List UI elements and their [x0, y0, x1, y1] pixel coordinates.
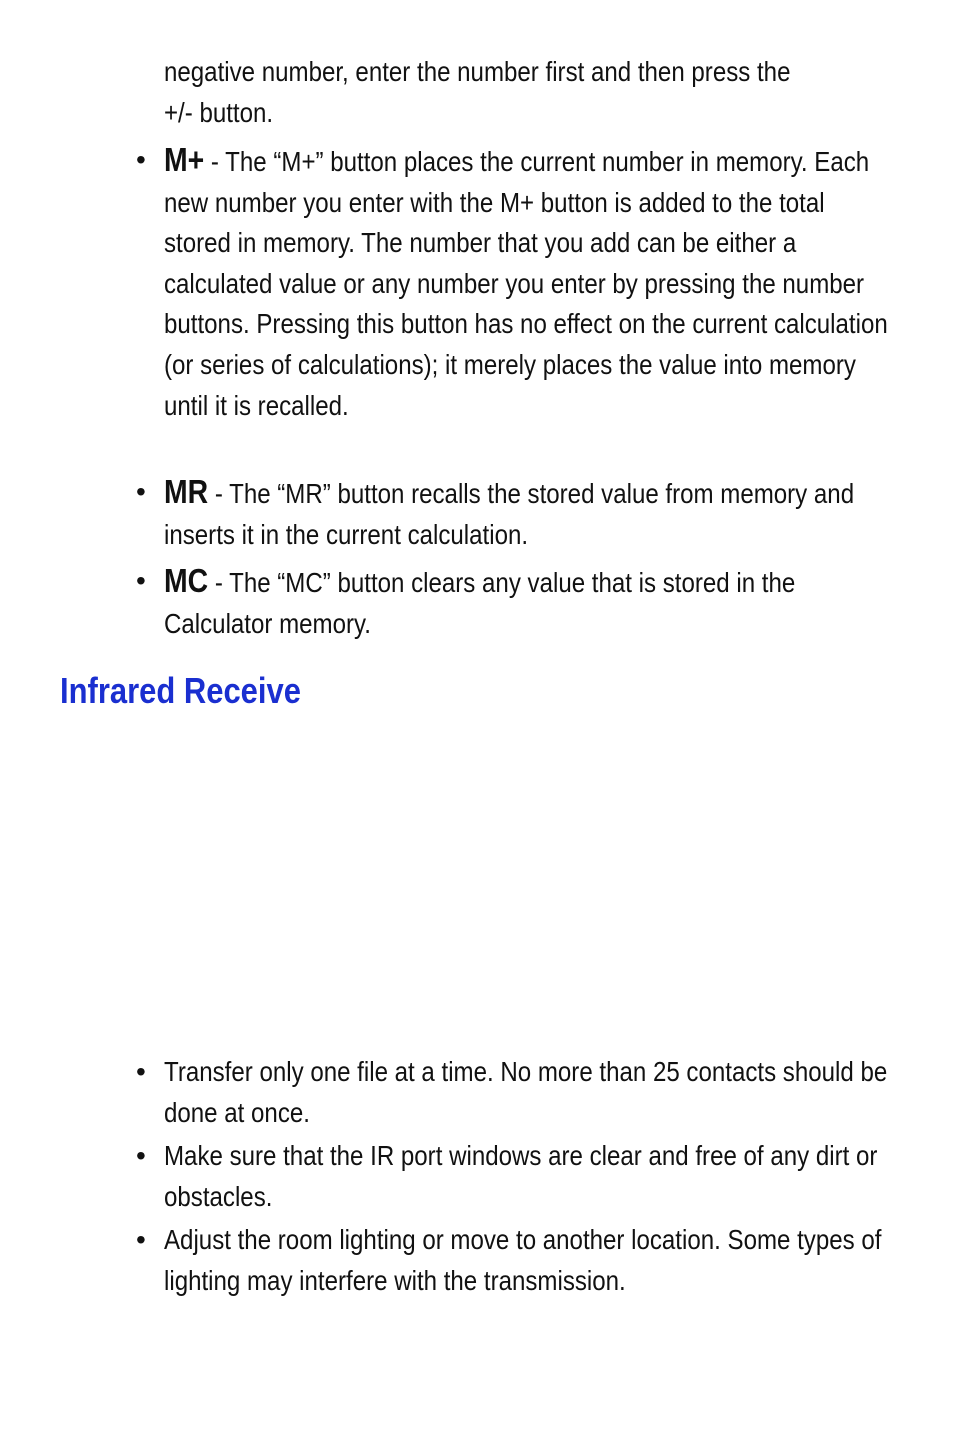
- description-mplus: - The “M+” button places the current number in memory. Each new number you enter with the M+ button is added to the total stored in memory. The number that you add can be either a calculated value or any number you enter by pressing the number buttons. Pressing this button has no effect on the current calculation (or series of calculations); it merely places the value into memory until it is recalled.: [164, 146, 888, 421]
- term-mc: MC: [164, 562, 209, 599]
- tip-text-2: Make sure that the IR port windows are clear and free of any dirt or obstacles.: [164, 1140, 878, 1212]
- tip-item-1: [136, 1052, 894, 1133]
- bullet-mark: •: [136, 1056, 146, 1087]
- bullet-mark: •: [136, 1224, 146, 1255]
- section-heading-infrared-receive: Infrared Receive: [60, 670, 301, 711]
- bullet-mark: •: [136, 1140, 146, 1171]
- tip-item-3: [136, 1220, 894, 1301]
- term-mplus: M+: [164, 141, 205, 178]
- bullet-mark: •: [136, 565, 146, 596]
- memory-button-item-mr: [136, 472, 894, 555]
- memory-button-item-mc: [136, 561, 894, 644]
- description-mr: - The “MR” button recalls the stored value from memory and inserts it in the current calculation.: [164, 478, 855, 550]
- term-mr: MR: [164, 473, 209, 510]
- description-mc: - The “MC” button clears any value that is stored in the Calculator memory.: [164, 567, 796, 639]
- bullet-mark: •: [136, 144, 146, 175]
- continuation-text: negative number, enter the number first and then press the +/- button.: [164, 56, 791, 128]
- tip-text-3: Adjust the room lighting or move to another location. Some types of lighting may interfere with the transmission.: [164, 1224, 882, 1296]
- tip-text-1: Transfer only one file at a time. No more than 25 contacts should be done at once.: [164, 1056, 888, 1128]
- memory-button-item-mplus: [136, 140, 894, 426]
- continuation-paragraph: [164, 52, 792, 133]
- bullet-mark: •: [136, 476, 146, 507]
- tip-item-2: [136, 1136, 894, 1217]
